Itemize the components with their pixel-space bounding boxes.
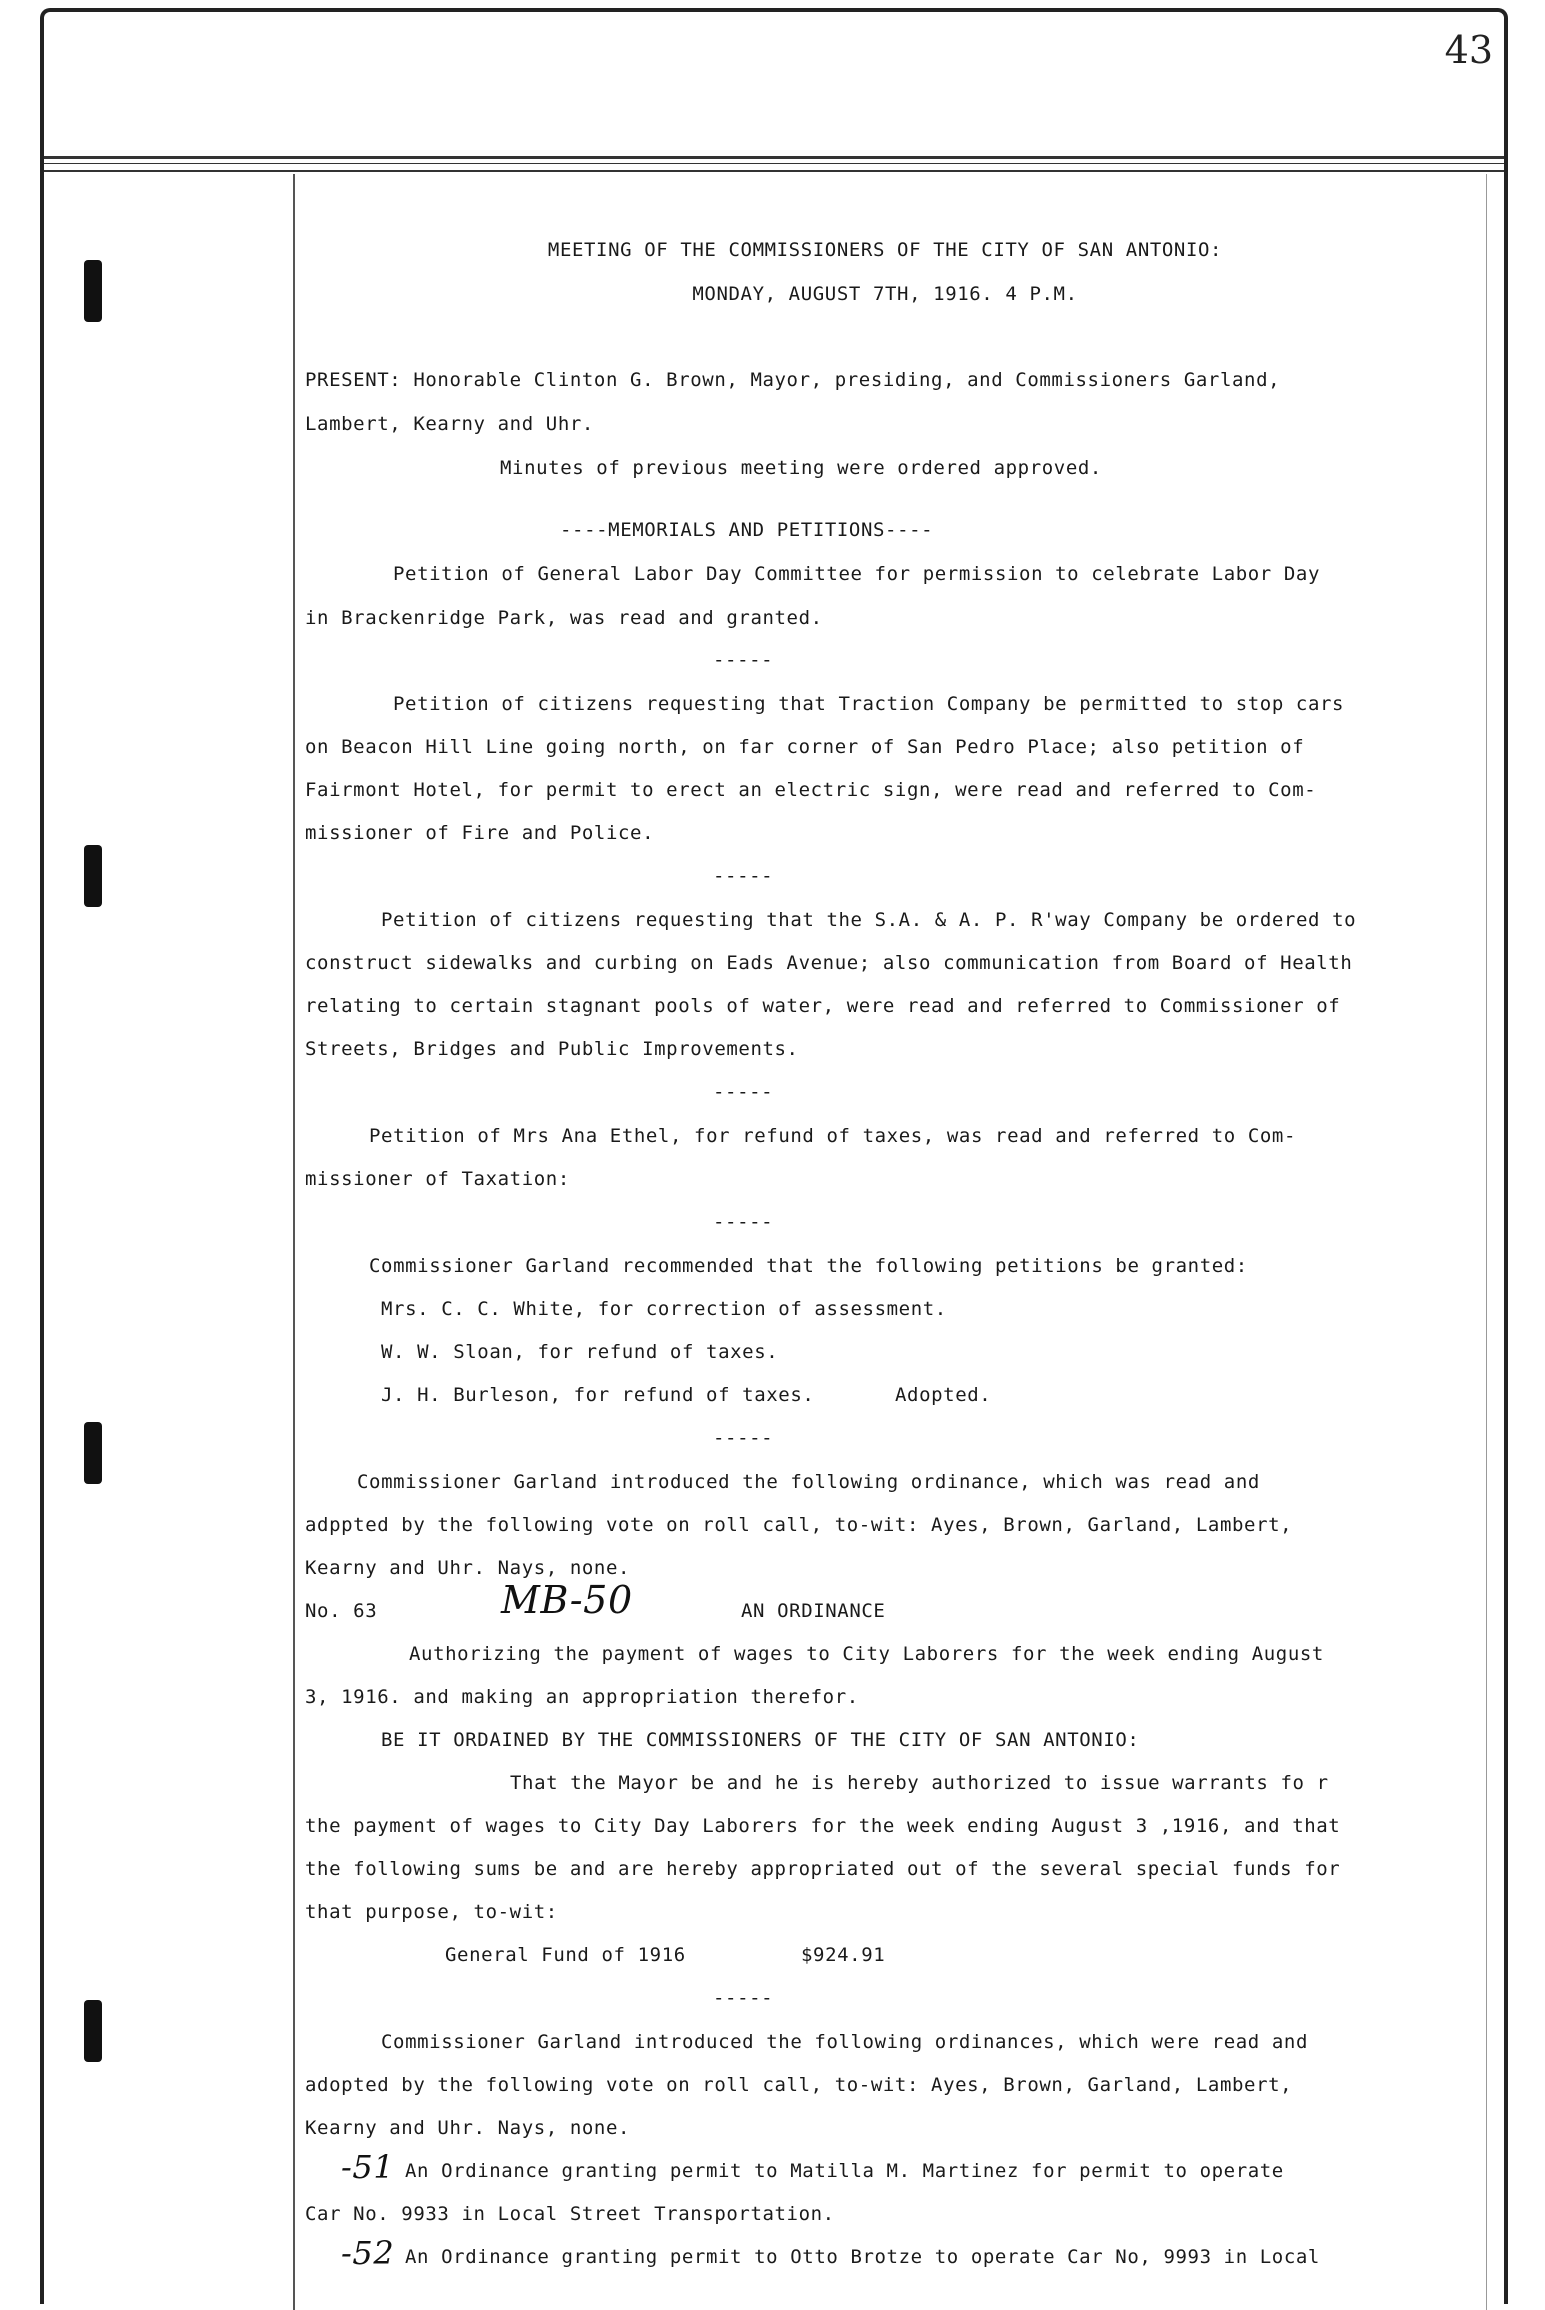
handwritten-ref: MB-50	[501, 1578, 633, 1622]
ordinances-intro: adopted by the following vote on roll call, to-wit: Ayes, Brown, Garland, Lambert,	[305, 2074, 1293, 2096]
petition-text: Fairmont Hotel, for permit to erect an electric sign, were read and referred to Com-	[305, 779, 1317, 801]
petition-text: Streets, Bridges and Public Improvements.	[305, 1038, 799, 1060]
header-rule	[44, 163, 1504, 164]
ordinance-number: No. 63	[305, 1600, 378, 1622]
present-line: PRESENT: Honorable Clinton G. Brown, Mayor, presiding, and Commissioners Garland,	[305, 369, 1281, 391]
ordinance-item: Car No. 9933 in Local Street Transportation.	[305, 2203, 835, 2225]
ordinance-body: the following sums be and are hereby appropriated out of the several special funds for	[305, 1858, 1341, 1880]
binder-hole	[84, 1422, 102, 1484]
ordinance-item: An Ordinance granting permit to Matilla M. Martinez for permit to operate	[405, 2160, 1284, 2182]
binder-hole	[84, 2000, 102, 2062]
petition-text: Petition of citizens requesting that Traction Company be permitted to stop cars	[393, 693, 1345, 715]
recommend-item: Mrs. C. C. White, for correction of assessment.	[381, 1298, 947, 1320]
recommend-item: W. W. Sloan, for refund of taxes.	[381, 1341, 779, 1363]
ordinance-desc: 3, 1916. and making an appropriation therefor.	[305, 1686, 859, 1708]
recommend-intro: Commissioner Garland recommended that the following petitions be granted:	[369, 1255, 1248, 1277]
separator: -----	[713, 649, 774, 671]
meeting-date: MONDAY, AUGUST 7TH, 1916. 4 P.M.	[692, 283, 1078, 305]
adopted-label: Adopted.	[895, 1384, 992, 1406]
header-rule	[44, 170, 1504, 172]
meeting-title: MEETING OF THE COMMISSIONERS OF THE CITY OF SAN ANTONIO:	[547, 239, 1223, 261]
binder-hole	[84, 845, 102, 907]
ordinance-intro: Commissioner Garland introduced the following ordinance, which was read and	[357, 1471, 1260, 1493]
fund-name: General Fund of 1916	[445, 1944, 686, 1966]
header-rule	[44, 156, 1504, 159]
ordinance-body: That the Mayor be and he is hereby authorized to issue warrants fo r	[510, 1772, 1329, 1794]
section-title: ----MEMORIALS AND PETITIONS----	[560, 519, 934, 541]
petition-text: relating to certain stagnant pools of water, were read and referred to Commissioner of	[305, 995, 1341, 1017]
handwritten-mark: -51	[341, 2148, 395, 2186]
petition-text: Petition of citizens requesting that the S.A. & A. P. R'way Company be ordered to	[381, 909, 1357, 931]
binder-hole	[84, 260, 102, 322]
ordinance-intro: Kearny and Uhr. Nays, none.	[305, 1557, 631, 1579]
ledger-frame	[40, 8, 1508, 2304]
ordinance-label: AN ORDINANCE	[741, 1600, 886, 1622]
ordinance-intro: adppted by the following vote on roll call, to-wit: Ayes, Brown, Garland, Lambert,	[305, 1514, 1293, 1536]
separator: -----	[713, 865, 774, 887]
ordinance-body: the payment of wages to City Day Laborers for the week ending August 3 ,1916, and that	[305, 1815, 1341, 1837]
ordinance-desc: Authorizing the payment of wages to City Laborers for the week ending August	[409, 1643, 1324, 1665]
separator: -----	[713, 1427, 774, 1449]
left-margin-line	[293, 174, 295, 2310]
present-line: Lambert, Kearny and Uhr.	[305, 413, 594, 435]
petition-text: construct sidewalks and curbing on Eads Avenue; also communication from Board of Health	[305, 952, 1353, 974]
ordinances-intro: Commissioner Garland introduced the following ordinances, which were read and	[381, 2031, 1308, 2053]
separator: -----	[713, 1211, 774, 1233]
petition-text: on Beacon Hill Line going north, on far corner of San Pedro Place; also petition of	[305, 736, 1305, 758]
petition-text: in Brackenridge Park, was read and granted.	[305, 607, 823, 629]
separator: -----	[713, 1987, 774, 2009]
ordinances-intro: Kearny and Uhr. Nays, none.	[305, 2117, 631, 2139]
petition-text: missioner of Taxation:	[305, 1168, 570, 1190]
recommend-item: J. H. Burleson, for refund of taxes.	[381, 1384, 815, 1406]
right-margin-line	[1486, 174, 1487, 2310]
ordinance-body: that purpose, to-wit:	[305, 1901, 558, 1923]
page-number: 43	[1444, 28, 1493, 72]
ordinance-item: An Ordinance granting permit to Otto Brotze to operate Car No, 9993 in Local	[405, 2246, 1320, 2268]
separator: -----	[713, 1081, 774, 1103]
petition-text: Petition of General Labor Day Committee for permission to celebrate Labor Day	[393, 563, 1320, 585]
handwritten-mark: -52	[341, 2234, 395, 2272]
petition-text: missioner of Fire and Police.	[305, 822, 655, 844]
fund-amount: $924.91	[801, 1944, 886, 1966]
minutes-line: Minutes of previous meeting were ordered approved.	[500, 457, 1102, 479]
ordained-clause: BE IT ORDAINED BY THE COMMISSIONERS OF THE CITY OF SAN ANTONIO:	[381, 1729, 1140, 1751]
petition-text: Petition of Mrs Ana Ethel, for refund of taxes, was read and referred to Com-	[369, 1125, 1296, 1147]
